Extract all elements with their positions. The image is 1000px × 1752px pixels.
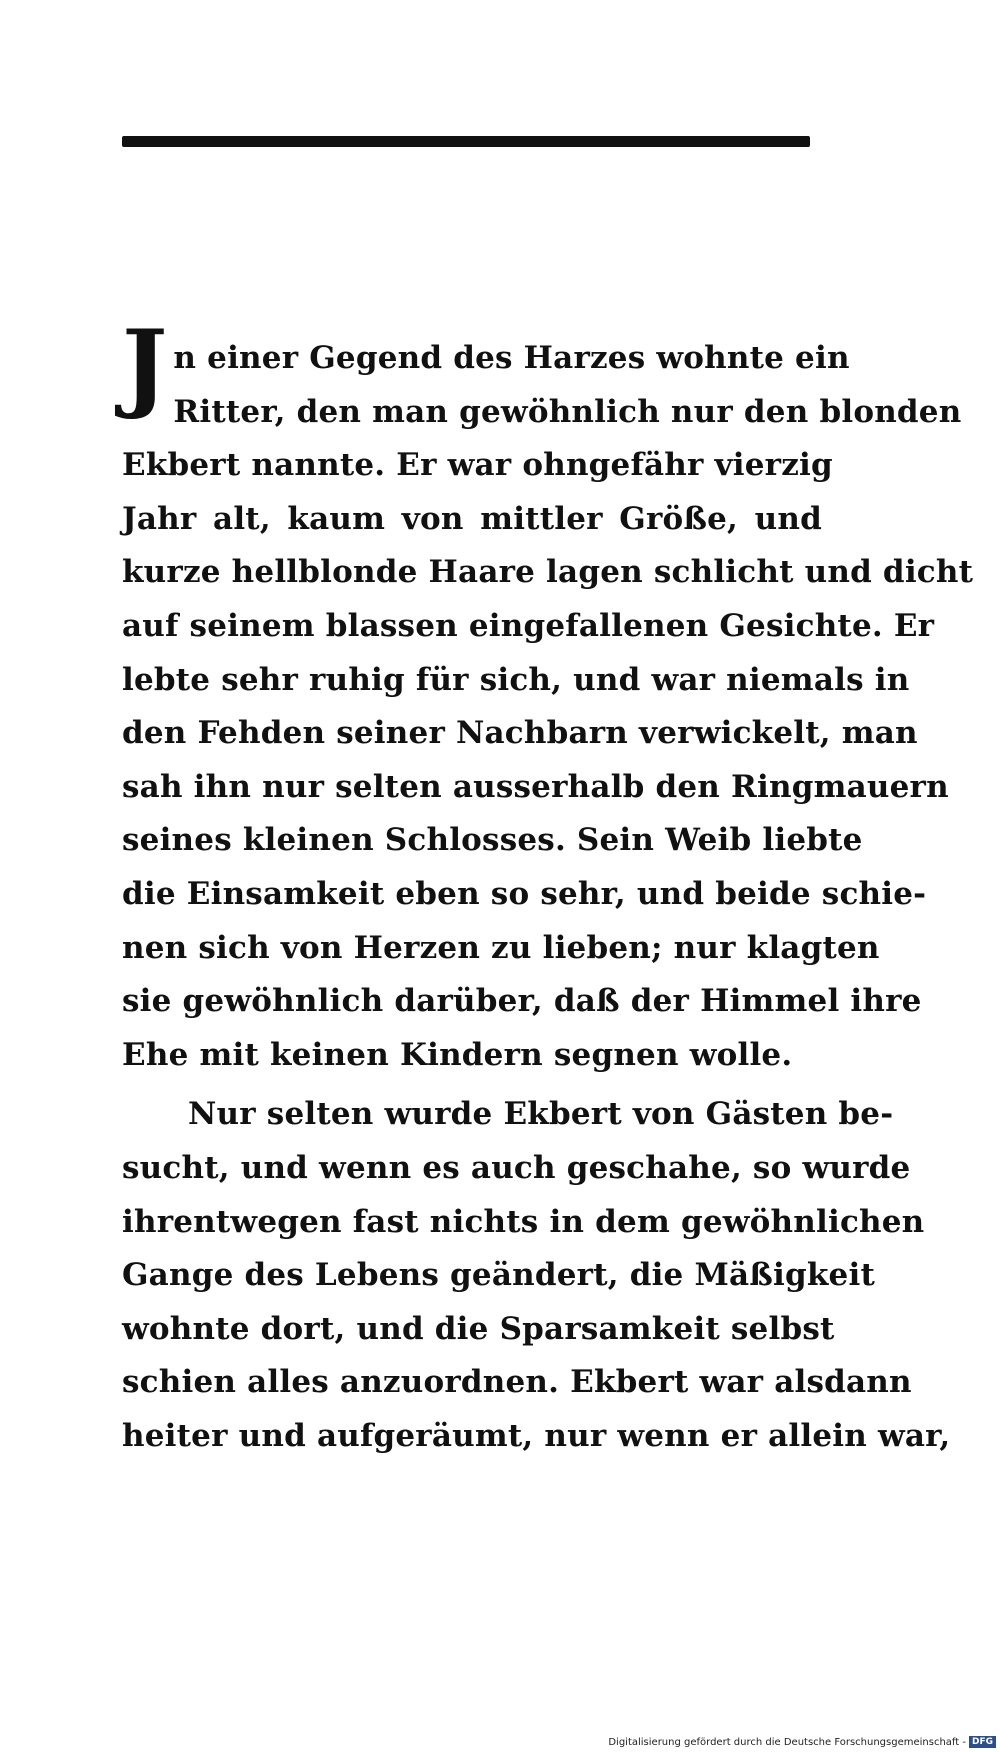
text-line: die Einsamkeit eben so sehr, und beide schie-	[122, 875, 927, 912]
credit-text: Digitalisierung gefördert durch die Deutsche Forschungsgemeinschaft -	[608, 1736, 966, 1748]
text-line: sucht, und wenn es auch geschahe, so wurde	[122, 1149, 911, 1186]
text-line: schien alles anzuordnen. Ekbert war alsdann	[122, 1364, 912, 1401]
text-line: seines kleinen Schlosses. Sein Weib liebte	[122, 822, 863, 859]
text-line: Ekbert nannte. Er war ohngefähr vierzig	[122, 447, 833, 484]
text-line: sah ihn nur selten ausserhalb den Ringmauern	[122, 768, 949, 805]
text-line: heiter und aufgeräumt, nur wenn er allein war,	[122, 1417, 951, 1454]
text-line: auf seinem blassen eingefallenen Gesichte. Er	[122, 607, 935, 644]
paragraph-1	[122, 309, 974, 1082]
text-line: wohnte dort, und die Sparsamkeit selbst	[122, 1310, 835, 1347]
text-line: Gange des Lebens geändert, die Mäßigkeit	[122, 1257, 875, 1294]
text-line: Ehe mit keinen Kindern segnen wolle.	[122, 1036, 793, 1073]
digitization-credit	[608, 1736, 996, 1748]
text-line: nen sich von Herzen zu lieben; nur klagten	[122, 929, 880, 966]
text-line: kurze hellblonde Haare lagen schlicht und dicht	[122, 554, 974, 591]
text-line: ihrentwegen fast nichts in dem gewöhnlichen	[122, 1203, 925, 1240]
text-line: sie gewöhnlich darüber, daß der Himmel ihre	[122, 983, 922, 1020]
paragraph-2	[122, 1088, 951, 1463]
text-line: Nur selten wurde Ekbert von Gästen be-	[188, 1096, 894, 1133]
dfg-logo: DFG	[969, 1736, 996, 1748]
text-line: Jahr alt, kaum von mittler Größe, und	[122, 500, 822, 537]
header-rule	[122, 136, 810, 147]
text-line: Ritter, den man gewöhnlich nur den blonden	[173, 393, 962, 430]
text-line: lebte sehr ruhig für sich, und war niemals in	[122, 661, 910, 698]
drop-cap: J	[122, 309, 168, 422]
body-text	[122, 309, 974, 1463]
text-line: den Fehden seiner Nachbarn verwickelt, man	[122, 715, 918, 752]
text-line: n einer Gegend des Harzes wohnte ein	[173, 340, 850, 376]
